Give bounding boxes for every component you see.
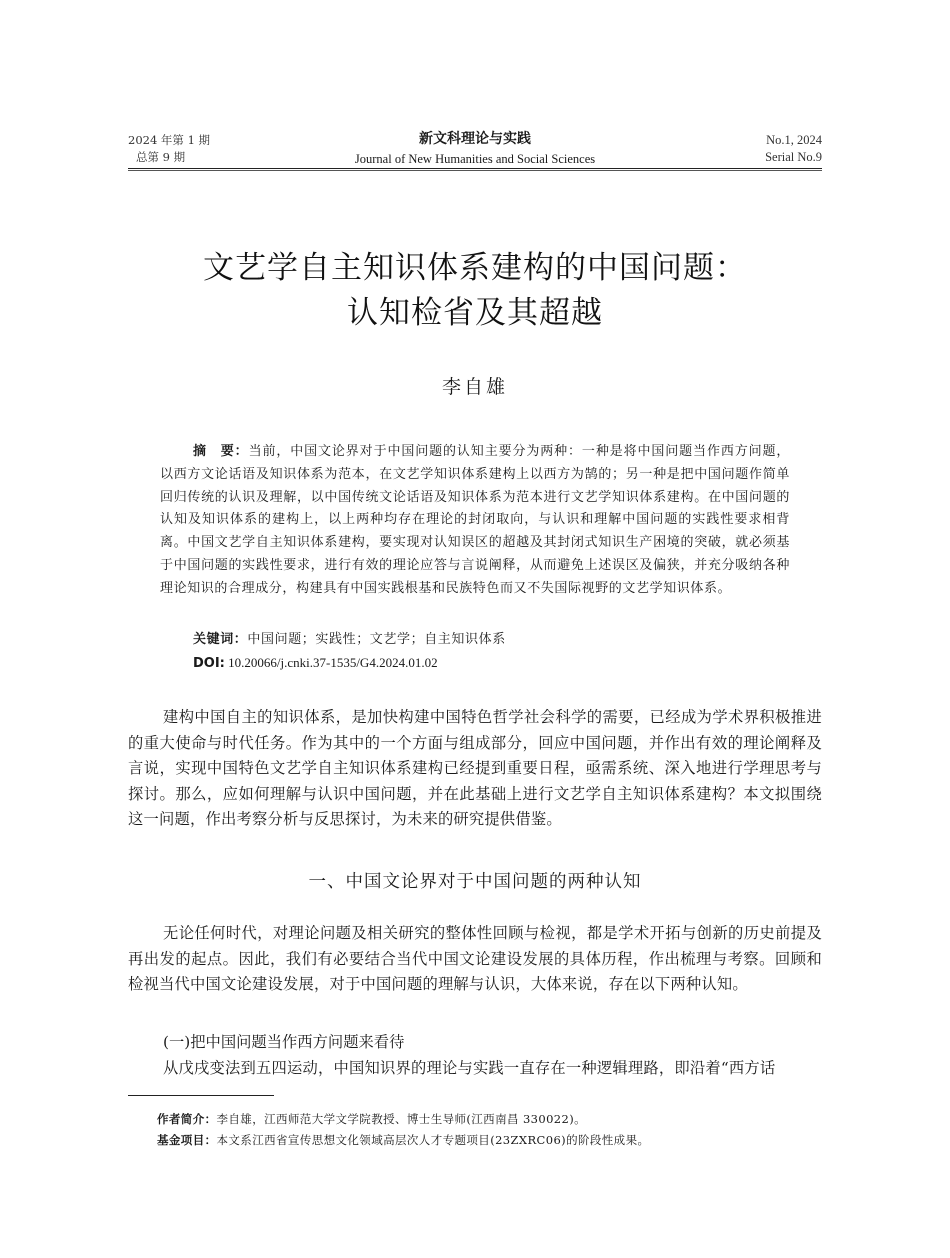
header-serial: 总第 9 期 — [136, 150, 186, 164]
abstract-text: 当前，中国文论界对于中国问题的认知主要分为两种：一种是将中国问题当作西方问题，以西方文论话语及知识体系为范本，在文艺学知识体系建构上以西方为鹄的；另一种是把中国问题作简单回归传统的认识及理解，以中国传统文论话语及知识体系为范本进行文艺学知识体系建构。在中国问题的认知及知识体系的建构上，以上两种均存在理论的封闭取向，与认识和理解中国问题的实践性要求相背离。中国文艺学自主知识体系建构，要实现对认知误区的超越及其封闭式知识生产困境的突破，就必须基于中国问题的实践性要求，进行有效的理论应答与言说阐释，从而避免上述误区及偏狭，并充分吸纳各种理论知识的合理成分，构建具有中国实践根基和民族特色而又不失国际视野的文艺学知识体系。 — [160, 444, 790, 596]
doi-label: DOI: — [193, 656, 225, 671]
abstract — [160, 441, 790, 601]
title-line-1: 文艺学自主知识体系建构的中国问题： — [203, 250, 747, 286]
body-paragraph: 无论任何时代，对理论问题及相关研究的整体性回顾与检视，都是学术开拓与创新的历史前提及再出发的起点。因此，我们有必要结合当代中国文论建设发展的具体历程，作出梳理与考察。回顾和检视当代中国文论建设发展，对于中国问题的理解与认识，大体来说，存在以下两种认知。 — [128, 924, 822, 994]
article-title — [0, 246, 950, 336]
footnote-fund — [157, 1131, 649, 1149]
header-issue-right — [765, 132, 822, 166]
header-issue-left — [128, 132, 210, 166]
doi-value: 10.20066/j.cnki.37-1535/G4.2024.01.02 — [224, 655, 438, 670]
subsection-heading: (一)把中国问题当作西方问题来看待 — [163, 1033, 405, 1051]
footnote-divider — [128, 1095, 274, 1096]
header-serial-en: Serial No.9 — [765, 150, 822, 164]
author-name: 李自雄 — [441, 376, 508, 398]
journal-title-en: Journal of New Humanities and Social Sciences — [354, 152, 596, 166]
footnote-fund-label: 基金项目： — [157, 1133, 217, 1147]
footnote-author-label: 作者简介： — [157, 1112, 217, 1126]
header-divider — [128, 168, 822, 169]
header-issue: 2024 年第 1 期 — [128, 133, 211, 147]
keywords-text: 中国问题；实践性；文艺学；自主知识体系 — [247, 632, 506, 647]
header-issue-en: No.1, 2024 — [766, 133, 822, 147]
section-heading: 一、中国文论界对于中国问题的两种认知 — [308, 872, 642, 892]
title-line-2: 认知检省及其超越 — [347, 295, 603, 331]
body-paragraph-continued: 从戊戌变法到五四运动，中国知识界的理论与实践一直存在一种逻辑理路，即沿着“西方话 — [163, 1059, 776, 1077]
journal-title-cn: 新文科理论与实践 — [419, 131, 531, 147]
header-divider-thin — [128, 170, 822, 171]
keywords-label: 关键词： — [193, 632, 248, 647]
footnote-fund-text: 本文系江西省宣传思想文化领域高层次人才专题项目(23ZXRC06)的阶段性成果。 — [216, 1133, 650, 1147]
doi — [193, 652, 438, 675]
keywords — [193, 629, 506, 651]
abstract-label: 摘 要： — [193, 444, 249, 459]
journal-masthead — [300, 130, 650, 168]
footnote-author-text: 李自雄，江西师范大学文学院教授、博士生导师(江西南昌 330022)。 — [216, 1112, 587, 1126]
footnote-author — [157, 1110, 586, 1128]
intro-paragraph: 建构中国自主的知识体系，是加快构建中国特色哲学社会科学的需要，已经成为学术界积极推进的重大使命与时代任务。作为其中的一个方面与组成部分，回应中国问题，并作出有效的理论阐释及言说，实现中国特色文艺学自主知识体系建构已经提到重要日程，亟需系统、深入地进行学理思考与探讨。那么，应如何理解与认识中国问题，并在此基础上进行文艺学自主知识体系建构？本文拟围绕这一问题，作出考察分析与反思探讨，为未来的研究提供借鉴。 — [128, 708, 822, 829]
